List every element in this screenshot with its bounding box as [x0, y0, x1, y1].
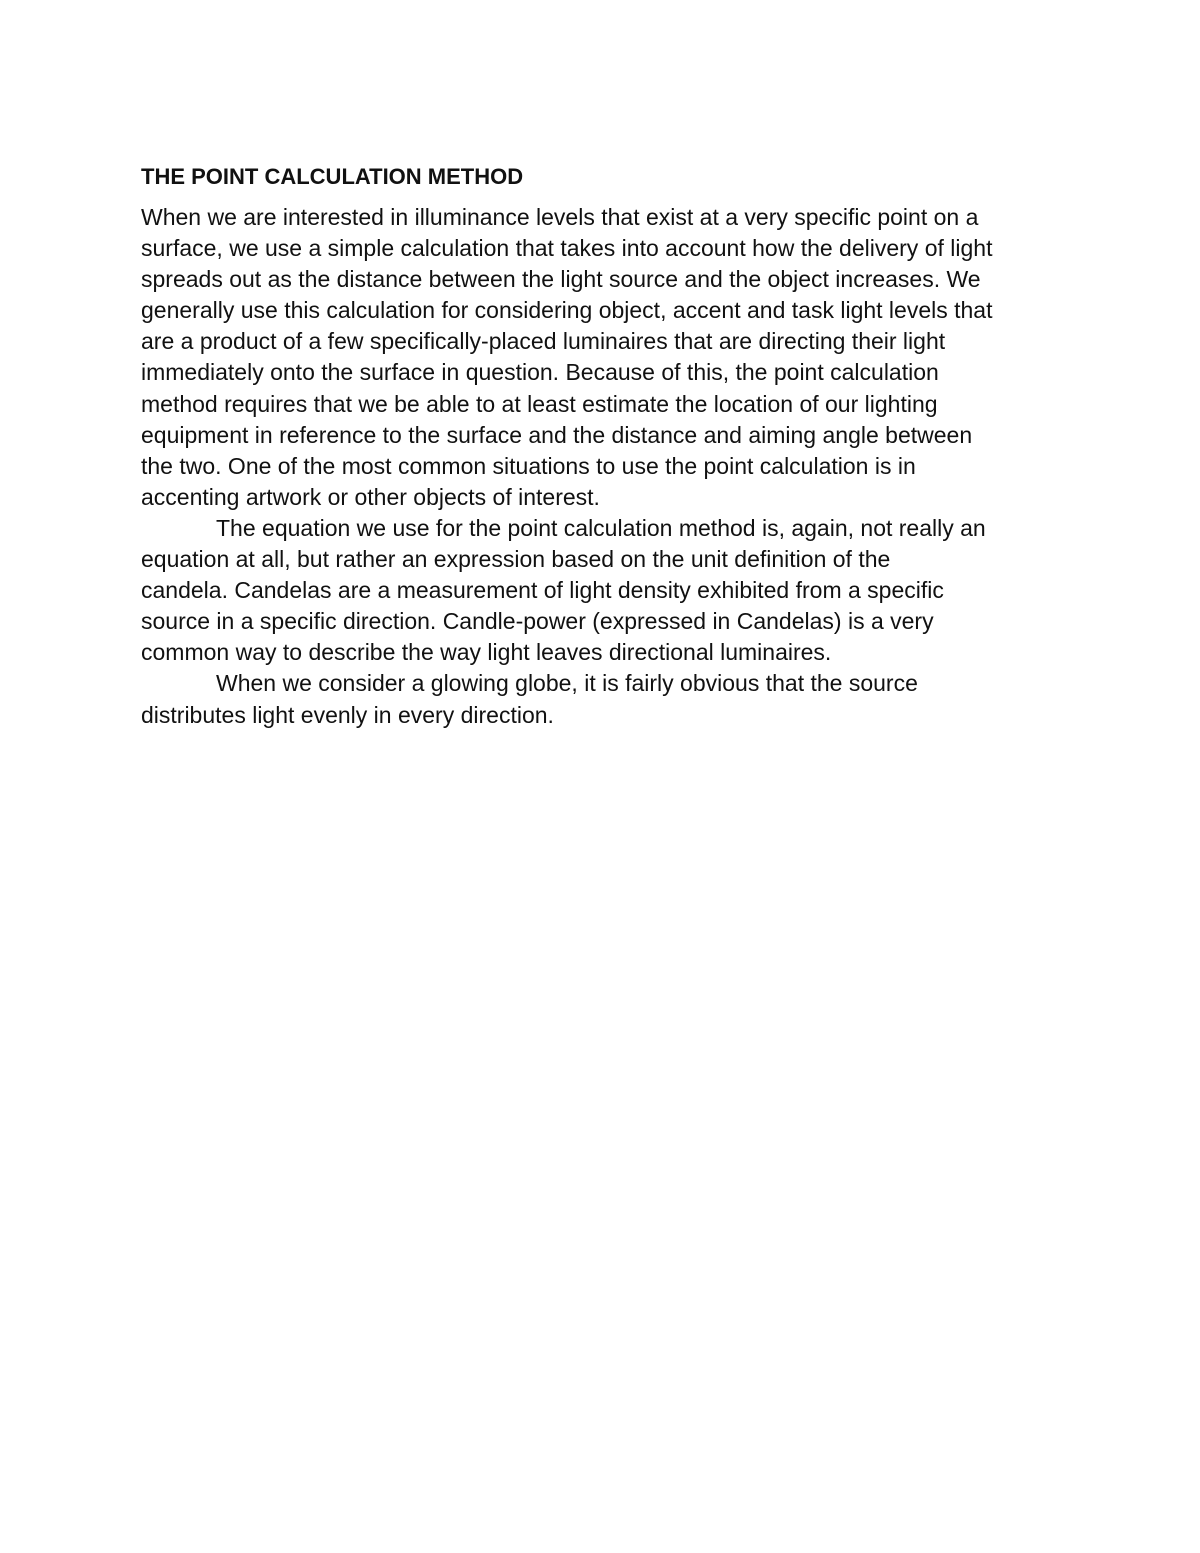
text-line: equipment in reference to the surface and the distance and aiming angle between: [141, 421, 973, 448]
text-line: distributes light evenly in every direction.: [141, 701, 554, 728]
text-line: immediately onto the surface in question. Because of this, the point calculation: [141, 359, 939, 386]
text-line: When we are interested in illuminance levels that exist at a very specific point on a: [141, 204, 979, 230]
text-line: accenting artwork or other objects of interest.: [141, 483, 600, 510]
paragraph-1: [141, 202, 1081, 513]
text-line: the two. One of the most common situations to use the point calculation is in: [141, 452, 916, 479]
text-line: spreads out as the distance between the light source and the object increases. We: [141, 266, 981, 293]
text-line: surface, we use a simple calculation that takes into account how the delivery of light: [141, 235, 993, 262]
text-line: method requires that we be able to at least estimate the location of our lighting: [141, 390, 938, 417]
text-line: are a product of a few specifically-placed luminaires that are directing their light: [141, 328, 946, 355]
document-body: [141, 164, 1081, 731]
text-line: equation at all, but rather an expression based on the unit definition of the: [141, 546, 891, 573]
text-line: The equation we use for the point calculation method is, again, not really an: [216, 514, 986, 541]
text-line: generally use this calculation for considering object, accent and task light levels that: [141, 297, 993, 324]
paragraph-2: [141, 513, 1081, 668]
text-line: When we consider a glowing globe, it is fairly obvious that the source: [216, 670, 918, 697]
paragraph-3: [141, 668, 1081, 730]
text-line: source in a specific direction. Candle-power (expressed in Candelas) is a very: [141, 608, 934, 635]
text-line: candela. Candelas are a measurement of light density exhibited from a specific: [141, 577, 944, 604]
text-line: common way to describe the way light leaves directional luminaires.: [141, 639, 832, 666]
document-heading: THE POINT CALCULATION METHOD: [141, 164, 524, 189]
